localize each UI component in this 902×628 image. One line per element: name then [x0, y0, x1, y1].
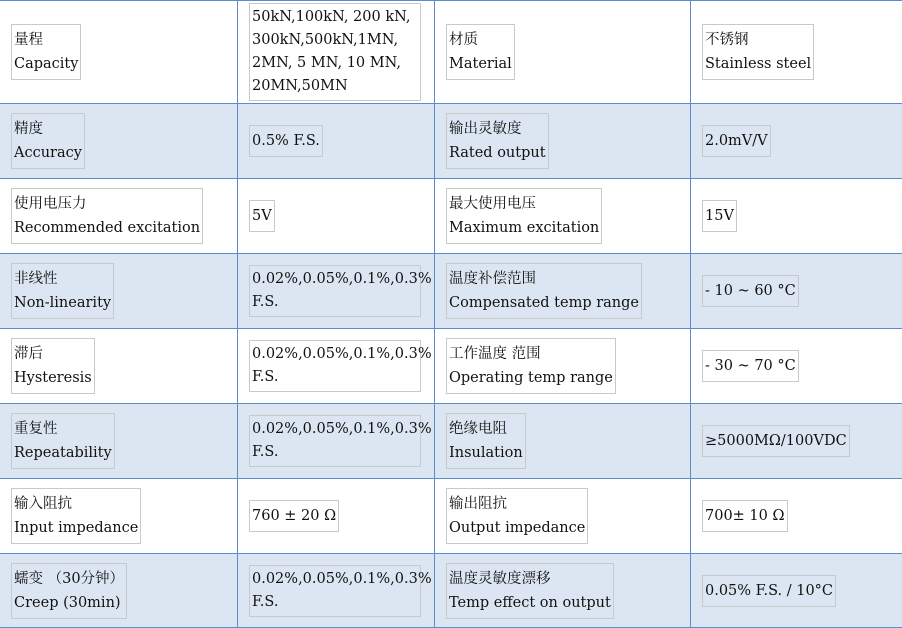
label-zh: 精度	[14, 121, 43, 137]
label-zh: 工作温度 范围	[449, 346, 541, 362]
value-cell-compensated-temp-range	[690, 254, 902, 328]
value-box-operating-temp-range: - 30 ~ 70 °C	[702, 350, 799, 382]
value-box-accuracy: 0.5% F.S.	[249, 125, 323, 157]
value-box-temp-effect-output: 0.05% F.S. / 10°C	[702, 575, 836, 607]
label-box-operating-temp-range	[446, 338, 616, 394]
label-cell-accuracy	[0, 104, 237, 178]
value-cell-non-linearity	[237, 254, 434, 328]
value-cell-material	[690, 1, 902, 103]
table-row-impedance	[0, 479, 902, 554]
value-box-capacity: 50kN,100kN, 200 kN, 300kN,500kN,1MN, 2MN, 5 MN, 10 MN, 20MN,50MN	[249, 3, 421, 101]
label-cell-creep	[0, 554, 237, 627]
label-en: Maximum excitation	[449, 220, 600, 236]
value-box-output-impedance: 700± 10 Ω	[702, 500, 788, 532]
label-zh: 使用电压力	[14, 196, 87, 212]
value-box-creep: 0.02%,0.05%,0.1%,0.3% F.S.	[249, 565, 421, 617]
value-box-insulation: ≥5000MΩ/100VDC	[702, 425, 850, 457]
label-en: Compensated temp range	[449, 295, 639, 311]
label-zh: 输入阻抗	[14, 496, 72, 512]
label-box-capacity	[11, 24, 81, 80]
label-zh: 蠕变 （30分钟）	[14, 570, 125, 587]
label-cell-capacity	[0, 1, 237, 103]
label-box-output-impedance	[446, 488, 588, 544]
value-box-compensated-temp-range: - 10 ~ 60 °C	[702, 275, 799, 307]
value-zh: 不锈钢	[705, 32, 749, 48]
label-zh: 温度补偿范围	[449, 271, 536, 287]
value-cell-temp-effect-output	[690, 554, 902, 627]
label-cell-recommended-excitation	[0, 179, 237, 253]
label-cell-repeatability	[0, 404, 237, 478]
label-cell-compensated-temp-range	[434, 254, 690, 328]
value-box-input-impedance: 760 ± 20 Ω	[249, 500, 339, 532]
label-cell-input-impedance	[0, 479, 237, 553]
value-box-maximum-excitation: 15V	[702, 200, 737, 232]
table-row-accuracy	[0, 104, 902, 179]
value-cell-creep	[237, 554, 434, 627]
label-en: Insulation	[449, 445, 523, 461]
label-box-repeatability	[11, 413, 115, 469]
label-en: Non-linearity	[14, 295, 112, 311]
label-box-recommended-excitation	[11, 188, 203, 244]
label-box-hysteresis	[11, 338, 95, 394]
label-box-accuracy	[11, 113, 85, 169]
table-row-creep	[0, 554, 902, 628]
label-zh: 绝缘电阻	[449, 421, 507, 437]
label-en: Creep (30min)	[14, 594, 121, 611]
label-zh: 重复性	[14, 421, 58, 437]
value-box-hysteresis: 0.02%,0.05%,0.1%,0.3% F.S.	[249, 340, 421, 392]
label-en: Material	[449, 56, 512, 72]
label-cell-maximum-excitation	[434, 179, 690, 253]
label-cell-temp-effect-output	[434, 554, 690, 627]
table-row-non-linearity	[0, 254, 902, 329]
label-en: Capacity	[14, 56, 79, 72]
value-box-non-linearity: 0.02%,0.05%,0.1%,0.3% F.S.	[249, 265, 421, 317]
value-box-recommended-excitation: 5V	[249, 200, 275, 232]
label-en: Operating temp range	[449, 370, 613, 386]
value-cell-insulation	[690, 404, 902, 478]
label-zh: 滞后	[14, 346, 43, 362]
label-box-rated-output	[446, 113, 549, 169]
label-box-creep	[11, 563, 127, 619]
label-cell-non-linearity	[0, 254, 237, 328]
label-box-input-impedance	[11, 488, 141, 544]
label-en: Hysteresis	[14, 370, 92, 386]
label-box-temp-effect-output	[446, 563, 614, 619]
label-zh: 温度灵敏度漂移	[449, 570, 551, 587]
value-cell-maximum-excitation	[690, 179, 902, 253]
label-zh: 输出阻抗	[449, 496, 507, 512]
label-box-maximum-excitation	[446, 188, 602, 244]
label-en: Rated output	[449, 145, 546, 161]
label-zh: 材质	[449, 32, 478, 48]
value-box-rated-output: 2.0mV/V	[702, 125, 771, 157]
value-cell-recommended-excitation	[237, 179, 434, 253]
value-cell-rated-output	[690, 104, 902, 178]
label-zh: 非线性	[14, 271, 58, 287]
value-box-repeatability: 0.02%,0.05%,0.1%,0.3% F.S.	[249, 415, 421, 467]
label-en: Output impedance	[449, 520, 586, 536]
value-box-material	[702, 24, 814, 80]
label-cell-material	[434, 1, 690, 103]
value-cell-repeatability	[237, 404, 434, 478]
label-box-insulation	[446, 413, 526, 469]
value-cell-hysteresis	[237, 329, 434, 403]
label-cell-insulation	[434, 404, 690, 478]
label-en: Repeatability	[14, 445, 112, 461]
value-en: Stainless steel	[705, 56, 812, 72]
label-en: Input impedance	[14, 520, 139, 536]
value-cell-accuracy	[237, 104, 434, 178]
label-box-material	[446, 24, 515, 80]
label-cell-operating-temp-range	[434, 329, 690, 403]
label-box-compensated-temp-range	[446, 263, 642, 319]
value-cell-operating-temp-range	[690, 329, 902, 403]
label-cell-rated-output	[434, 104, 690, 178]
label-en: Temp effect on output	[449, 594, 611, 611]
label-en: Accuracy	[14, 145, 82, 161]
label-en: Recommended excitation	[14, 220, 201, 236]
table-row-hysteresis	[0, 329, 902, 404]
table-row-capacity	[0, 1, 902, 104]
label-cell-hysteresis	[0, 329, 237, 403]
label-zh: 量程	[14, 32, 43, 48]
value-cell-output-impedance	[690, 479, 902, 553]
value-cell-input-impedance	[237, 479, 434, 553]
label-box-non-linearity	[11, 263, 114, 319]
table-row-excitation	[0, 179, 902, 254]
label-cell-output-impedance	[434, 479, 690, 553]
table-row-repeatability	[0, 404, 902, 479]
label-zh: 输出灵敏度	[449, 121, 522, 137]
label-zh: 最大使用电压	[449, 196, 536, 212]
value-cell-capacity	[237, 1, 434, 103]
